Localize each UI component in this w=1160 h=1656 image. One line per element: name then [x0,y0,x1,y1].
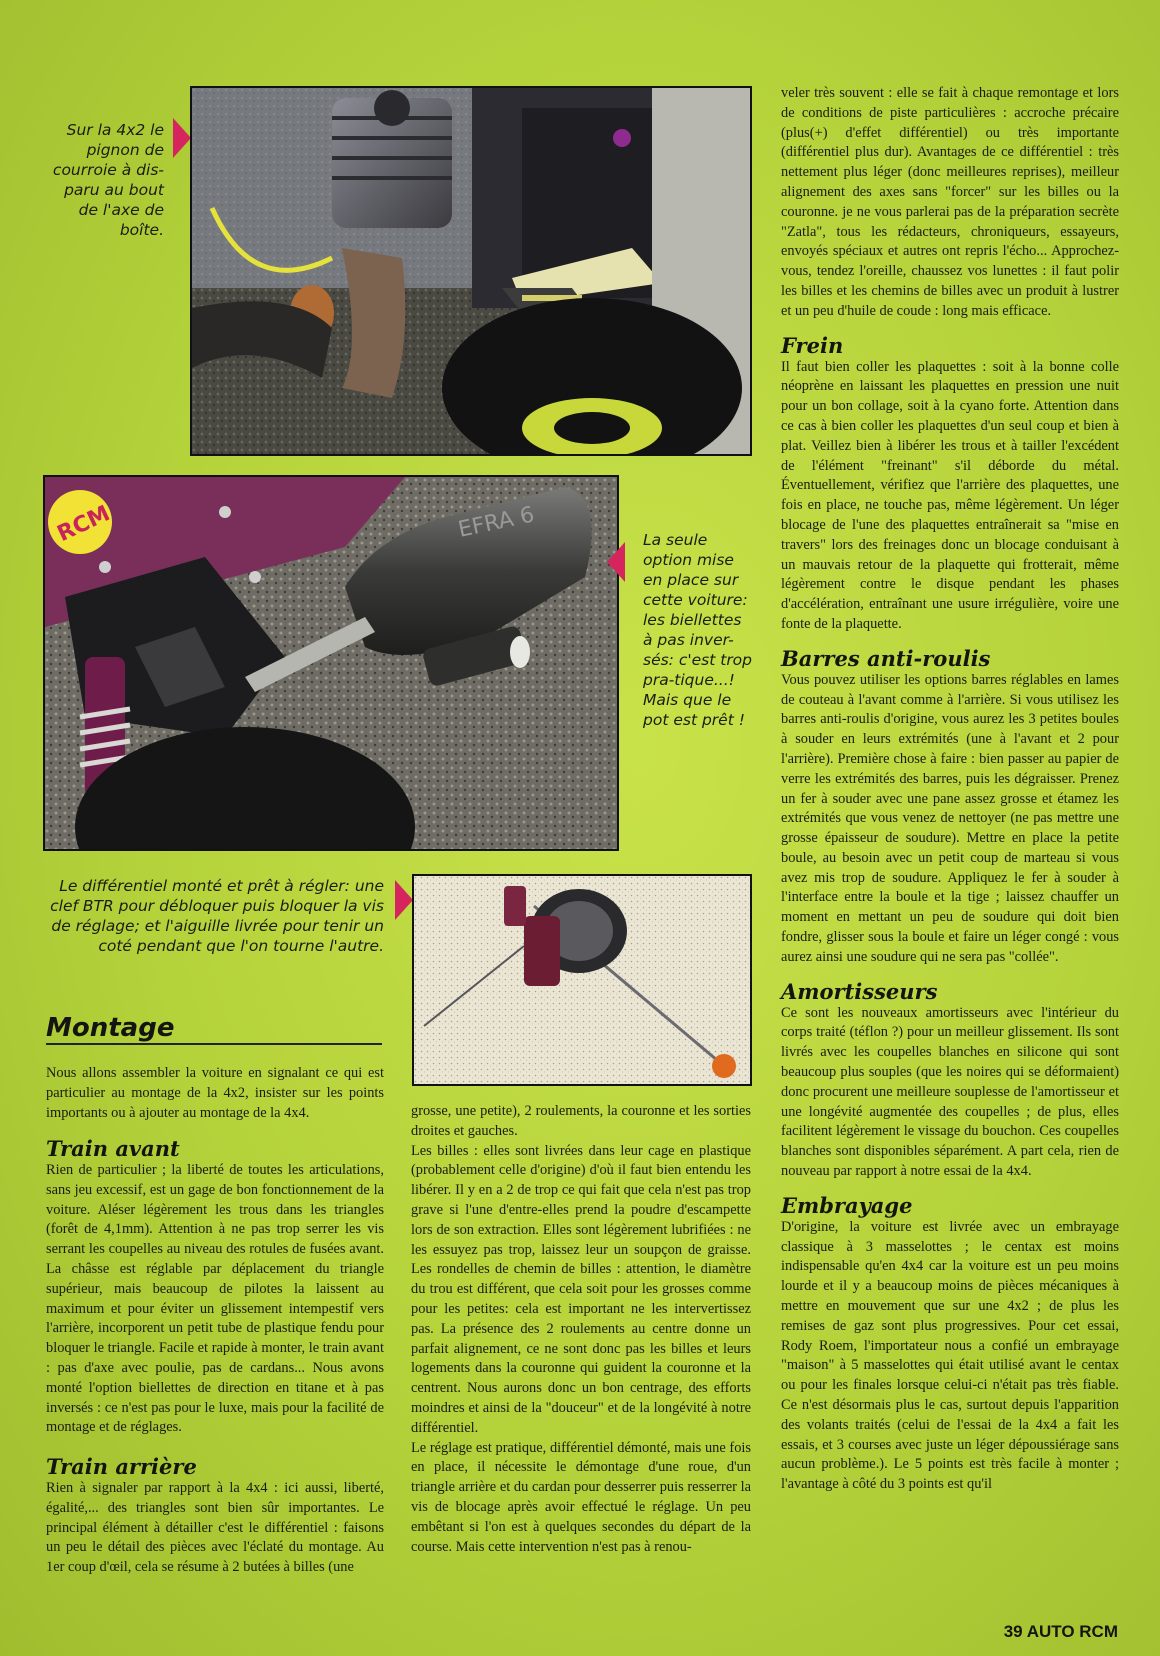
train-avant-body [46,1161,384,1438]
paragraph: D'origine, la voiture est livrée avec un embrayage classique à 3 masselottes ; le centax est moins indispensable qu'en 4x4 car la voiture est un peu moins lourde et il y a beaucoup moins de pièces mécaniques à mettre en mouvement que sur une 4x2 ; de plus les remises de gaz sont plus progressives. Pour cet essai, Rody Roem, l'importateur nous a confié un embrayage "maison" à 5 masselottes qui était utilisé avant le centax ou pour les finales lorsque celui-ci n'était pas très fiable. Ce n'est désormais plus le cas, surtout depuis l'apparition des volants traités (celui de l'essai de la 4x4 a fait les essais, et 3 courses avec juste un léger dépoussiérage sans aucun problème.). Le 5 points est très facile à monter ; l'avantage à côté du 3 points est qu'il [781,1218,1119,1493]
montage-intro [46,1064,384,1123]
embrayage-body [781,1218,1119,1495]
frein-body [781,358,1119,635]
section-title-barres-anti-roulis: Barres anti-roulis [781,645,991,671]
differential-photo [412,874,752,1086]
paragraph: veler très souvent : elle se fait à chaque remontage et lors de conditions de piste particulières : accroche précaire (plus(+) d'effet différentiel) ou très importante (différentiel plus dur). Avantages de ce différentiel : très nettement plus léger (donc meilleures reprises), meilleur alignement des axes sans "forcer" sur les billes ou la couronne. je ne vous parlerai pas de la préparation secrète "Zatla", tous les rédacteurs, chroniqueurs, essayeurs, envoyés spéciaux et autres ont repris l'écho... Approchez-vous, tendez l'oreille, chaussez vos lunettes : il faut polir les billes et les chemins de billes avec un produit à lustrer et un peu d'huile de coude : long mais efficace. [781,85,1119,319]
caption-marker-arrow [173,118,191,158]
section-title-amortisseurs: Amortisseurs [781,978,938,1004]
paragraph: Vous pouvez utiliser les options barres réglables en lames de couteau à l'avant comme à l'arrière. Si vous utilisez les barres anti-roulis d'origine, vous aurez les 3 petites boules à souder en leurs extrémités (une à l'avant et 2 pour l'arrière). Première chose à faire : bien passer au papier de verre les extrémités des barres, puis les dégraisser. Prenez un fer à souder avec une pane assez grosse et étamez les extrémités que vous venez de nettoyer (ne pas mettre une grosse épaisseur de soudure). Mettre en place la petite boule, au besoin avec un petit coup de marteau si vous avez mis trop de soudure. Appliquez le fer à souder à l'interface entre la boule et la tige ; laissez chauffer un moment en mettant un peu de soudure qui doit bien fondre, glisser sous la boule et faire un léger congé : vous aurez ainsi une soudure qui ne sera pas "collée". [781,671,1119,965]
train-arriere-section [46,1455,384,1578]
engine-photo [190,86,752,456]
paragraph: Le réglage est pratique, différentiel démonté, mais une fois en place, il nécessite le démontage d'une roue, d'un triangle arrière et du cardan pour desserrer puis resserrer la vis de blocage après avoir effectué le réglage. Un peu embêtant si l'on est à quelques secondes du départ de la course. Mais cette intervention n'est pas à renou- [411,1439,751,1555]
section-title-frein: Frein [781,332,844,358]
caption-marker-arrow [395,880,413,920]
section-title-train-avant: Train avant [46,1136,180,1161]
photo-caption-pinion: Sur la 4x2 le pignon de courroie à dis-paru au bout de l'axe de boîte. [52,121,164,239]
paragraph: Nous allons assembler la voiture en signalant ce qui est particulier au montage de la 4x2, insister sur les points importants ou à ajouter au montage de la 4x4. [46,1065,384,1121]
train-avant-section [46,1137,384,1438]
photo-caption-biellettes: La seule option mise en place sur cette voiture: les biellettes à pas inver-sés: c'est trop pra-tique...! Mais que le pot est prêt ! [643,531,753,729]
exhaust-photo [43,475,619,851]
barres-body [781,671,1119,968]
section-title-train-arriere: Train arrière [46,1454,197,1479]
section-title-montage: Montage [46,1013,175,1043]
train-arriere-body [46,1479,384,1578]
paragraph: grosse, une petite), 2 roulements, la couronne et les sorties droites et gauches. [411,1103,751,1139]
differential-photo-illustration [414,876,750,1084]
page-footer [1004,1622,1118,1642]
svg-text:EFRA 6: EFRA 6 [456,502,537,543]
paragraph: Rien de particulier ; la liberté de toutes les articulations, sans jeu excessif, est un gage de bon fonctionnement de la voiture. Aléser légèrement les trous dans les triangles (forêt de 4,1mm). Attention à ne pas trop serrer les vis serrant les coupelles au niveau des rotules de fusées avant. La châsse est réglable par déplacement du triangle supérieur, mais beaucoup de pilotes la laissent au maximum et pour éviter un glissement intempestif vers l'arrière, incorporent un petit tube de plastique fendu pour bloquer le triangle. Facile et rapide à monter, le train avant : pas d'axe avec poulie, pas de cardans... Nous avons monté l'option biellettes de direction en titane et à pas inversés : ce n'est pas pour le luxe, mais pour la facilité de montage et de réglages. [46,1162,384,1436]
section-title-embrayage: Embrayage [781,1192,913,1218]
photo-caption-differentiel: Le différentiel monté et prêt à régler: une clef BTR pour débloquer puis bloquer la vis de réglage; et l'aiguille livrée pour tenir un coté pendant que l'on tourne l'autre. [50,877,384,955]
page-number: 39 [1003,1622,1023,1641]
right-column-intro [781,84,1119,322]
exhaust-photo-illustration [45,477,617,849]
right-column [781,84,1119,1495]
svg-text:RCM: RCM [53,501,114,548]
engine-photo-illustration [192,88,750,454]
paragraph: Rien à signaler par rapport à la 4x4 : ici aussi, liberté, égalité,... des triangles sont bien sûr importantes. Le principal élément à détailler c'est le différentiel : faisons un peu le détail des pièces avec l'éclaté du montage. Au 1er coup d'œil, cela se résume à 2 butées à billes (une [46,1480,384,1576]
amortisseurs-body [781,1004,1119,1182]
paragraph: Ce sont les nouveaux amortisseurs avec l'intérieur du corps traité (téflon ?) pour un meilleur glissement. Ils sont livrés avec les coupelles blanches en silicone qui sont beaucoup plus souples (que les noires qui se déformaient) donc procurent une meilleure souplesse de l'amortisseur et une longévité augmentée des coupelles ; de plus, elles facilitent légèrement le vissage du bouchon. Ces coupelles blanches sont disponibles séparément. A part cela, rien de nouveau par rapport à notre essai de la 4x4. [781,1004,1119,1180]
middle-column-text [411,1102,751,1557]
paragraph: Les billes : elles sont livrées dans leur cage en plastique (probablement celle d'origine) d'où il faut bien entendu les libérer. Il y en a 2 de trop ce qui fait que cela n'est pas trop grave si l'une d'entre-elles prend la poudre d'escampette lors de son extraction. Elles sont légèrement lubrifiées : ne les essuyez pas trop, laissez leur un soupçon de graisse. Les rondelles de chemin de billes : attention, le diamètre du trou est différent, que cela soit pour les grosses comme pour les petites: cela est important ne les intervertissez pas. La présence des 2 roulements au centre donne un parfait alignement, ce ne sont donc pas les billes et leurs logements dans la couronne qui guident la couronne et la centrent. Nous aurons donc un bon centrage, des efforts moindres et ainsi de la "douceur" et de la longévité à notre différentiel. [411,1142,751,1436]
section-rule [46,1043,382,1045]
magazine-name: AUTO RCM [1026,1622,1118,1641]
paragraph: Il faut bien coller les plaquettes : soit à la bonne colle néoprène en laissant les plaquettes en pression une nuit pour un bon collage, soit à la cyano forte. Attention dans ce cas à bien coller les plaquettes d'un seul coup et bien à plat. Veillez bien à libérer les trous et à tailler l'excédent de l'élément "freinant" s'il déborde du métal. Éventuellement, vérifiez que l'arrière des plaquettes, une fois en place, ne touche pas, même légèrement. Un léger blocage de l'une des plaquettes entraînerait sa "mise en travers" lors des freinages donc un blocage conduisant à un mauvais retour de la plaquette qui frotterait, même légèrement contre le disque pendant les phases d'accélération, entraînant une usure irrégulière, voire une fonte de la plaquette. [781,358,1119,632]
caption-marker-arrow [607,542,625,582]
